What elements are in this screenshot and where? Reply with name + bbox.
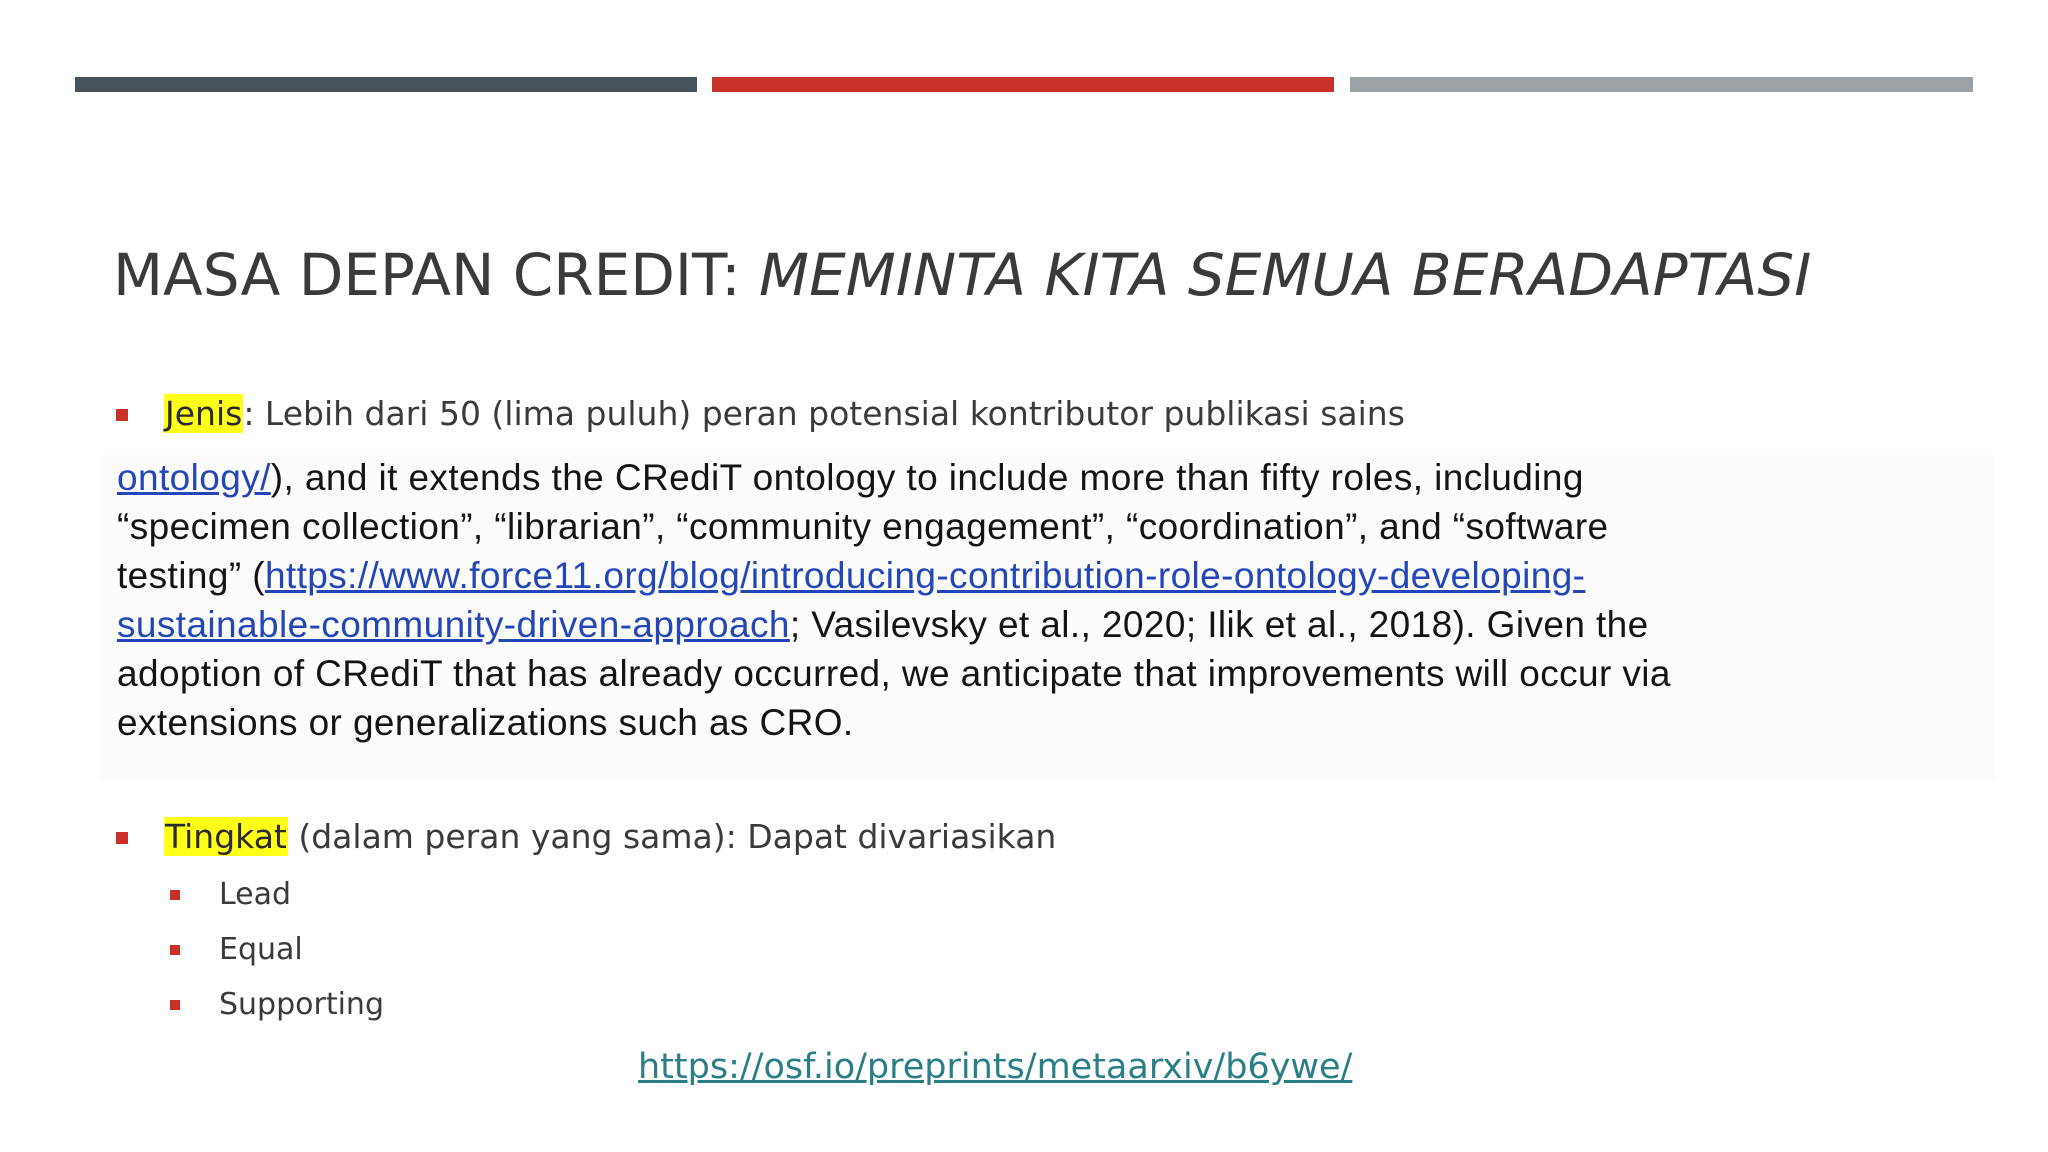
- bullet-tingkat-text: (dalam peran yang sama): Dapat divariasikan: [287, 817, 1057, 856]
- highlight-tingkat: Tingkat: [165, 817, 287, 856]
- source-link[interactable]: https://osf.io/preprints/metaarxiv/b6ywe/: [638, 1047, 1353, 1087]
- sub-bullet-lead: Lead: [219, 877, 292, 912]
- quote-line: [117, 455, 1584, 501]
- quote-text: ; Vasilevsky et al., 2020; Ilik et al., 2018). Given the: [789, 604, 1649, 645]
- quote-line: “specimen collection”, “librarian”, “community engagement”, “coordination”, and “software: [117, 506, 1609, 547]
- header-bar-red: [712, 77, 1334, 92]
- sub-bullet-square-icon: [170, 890, 180, 900]
- quote-line: [117, 602, 1649, 648]
- bullet-square-icon: [116, 832, 128, 844]
- highlight-jenis: Jenis: [165, 394, 243, 433]
- header-bar-dark: [75, 77, 697, 92]
- quote-link-ontology[interactable]: ontology/: [117, 457, 271, 498]
- slide-title-prefix: MASA DEPAN CREDIT:: [113, 241, 760, 309]
- bullet-square-icon: [116, 409, 128, 421]
- slide-title-italic: MEMINTA KITA SEMUA BERADAPTASI: [759, 241, 1812, 309]
- sub-bullet-equal: Equal: [219, 932, 303, 967]
- bullet-tingkat: [164, 813, 1056, 861]
- sub-bullet-square-icon: [170, 945, 180, 955]
- quoted-excerpt-image: [100, 455, 1995, 780]
- quote-line: extensions or generalizations such as CRO.: [117, 702, 854, 743]
- header-bar-gray: [1350, 77, 1973, 92]
- slide-title: [113, 238, 1811, 312]
- quote-text: ), and it extends the CRediT ontology to include more than fifty roles, including: [270, 457, 1584, 498]
- quote-link-force11[interactable]: https://www.force11.org/blog/introducing-contribution-role-ontology-developing-: [264, 555, 1586, 596]
- bullet-jenis: [164, 390, 1405, 438]
- quote-link-force11-cont[interactable]: sustainable-community-driven-approach: [117, 604, 790, 645]
- sub-bullet-supporting: Supporting: [219, 987, 384, 1022]
- quote-text: testing” (: [117, 555, 265, 596]
- bullet-jenis-text: : Lebih dari 50 (lima puluh) peran potensial kontributor publikasi sains: [243, 394, 1405, 433]
- quote-line: [117, 553, 1585, 599]
- sub-bullet-square-icon: [170, 1000, 180, 1010]
- quote-line: adoption of CRediT that has already occurred, we anticipate that improvements will occur via: [117, 653, 1671, 694]
